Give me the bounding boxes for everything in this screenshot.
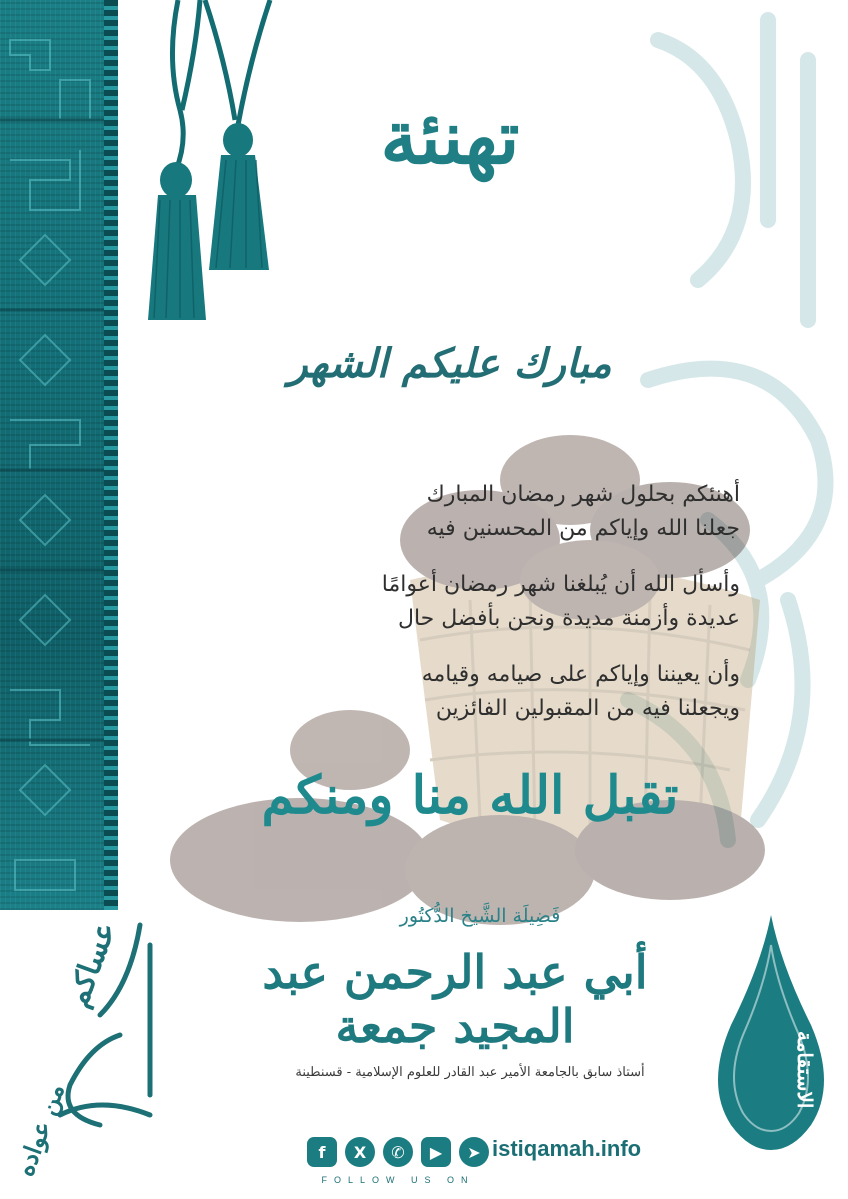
bottom-left-line1: عساكم (60, 917, 124, 1012)
paragraph (200, 568, 740, 636)
carpet-fringe (104, 0, 118, 910)
carpet-border (0, 0, 118, 910)
paragraph (200, 658, 740, 726)
social-bar (307, 1132, 489, 1172)
facebook-icon[interactable]: f (307, 1137, 337, 1167)
text-line: وأسأل الله أن يُبلغنا شهر رمضان أعوامًا (381, 572, 740, 597)
prayer-calligraphy: تقبل الله منا ومنكم (261, 765, 679, 826)
text-line: أهنئكم بحلول شهر رمضان المبارك (426, 482, 740, 507)
text-line: عديدة وأزمنة مديدة ونحن بأفضل حال (397, 606, 740, 631)
bottom-left-line2: من عواده (10, 1079, 71, 1180)
paragraph (200, 478, 740, 546)
sheikh-position: أستاذ سابق بالجامعة الأمير عبد القادر للعلوم الإسلامية - قسنطينة (295, 1065, 645, 1080)
x-icon[interactable]: X (345, 1137, 375, 1167)
youtube-icon[interactable]: ▶ (421, 1137, 451, 1167)
greeting-calligraphy: مبارك عليكم الشهر (288, 340, 612, 387)
sheikh-name: أبي عبد الرحمن عبد المجيد جمعة (262, 945, 648, 1053)
whatsapp-icon[interactable]: ✆ (383, 1137, 413, 1167)
website-link[interactable]: istiqamah.info (492, 1136, 642, 1161)
text-line: جعلنا الله وإياكم من المحسنين فيه (426, 516, 740, 541)
tassels-decoration (130, 0, 280, 330)
body-text (200, 478, 740, 748)
carpet-pattern (0, 0, 104, 910)
follow-us-label: FOLLOW US ON (321, 1175, 475, 1185)
honorific: فَضِيلَة الشَّيخ الدُّكتُور (399, 905, 561, 927)
card-title: تهنئة (380, 95, 520, 181)
telegram-icon[interactable]: ➤ (459, 1137, 489, 1167)
logo-text: الاستقامة (793, 1031, 817, 1109)
text-line: وأن يعيننا وإياكم على صيامه وقيامه (421, 662, 740, 687)
text-line: ويجعلنا فيه من المقبولين الفائزين (435, 696, 740, 721)
